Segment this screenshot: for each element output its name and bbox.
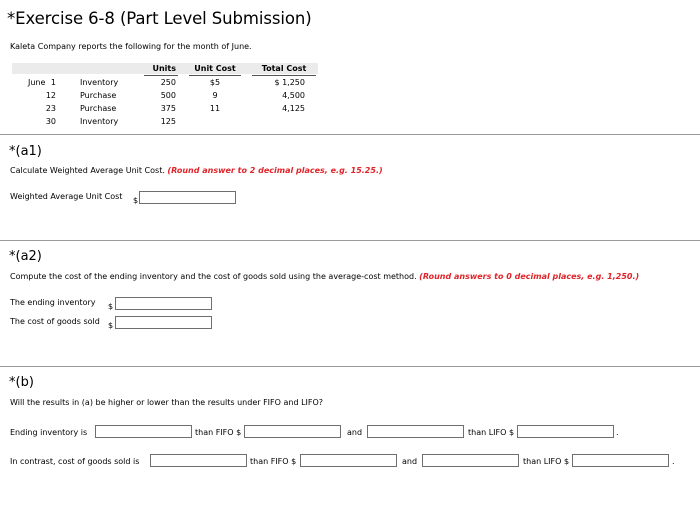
a1-instruction xyxy=(10,166,383,175)
currency-symbol: $ xyxy=(108,302,114,311)
row-day: 12 xyxy=(45,91,56,100)
and-label: and xyxy=(402,457,418,466)
row-units: 250 xyxy=(160,78,176,87)
cogs-is-label: In contrast, cost of goods sold is xyxy=(10,457,140,466)
a2-instruction xyxy=(10,272,639,281)
ending-inventory-higher-lower-input[interactable] xyxy=(95,425,192,438)
row-unit-cost: 11 xyxy=(209,104,221,113)
row-units: 125 xyxy=(160,117,176,126)
and-label: and xyxy=(347,428,363,437)
ending-inventory-input[interactable] xyxy=(115,297,212,310)
row-day: 23 xyxy=(45,104,56,113)
period: . xyxy=(616,428,619,437)
a1-instruction-text: Calculate Weighted Average Unit Cost. xyxy=(10,166,165,175)
col-header-unit-cost: Unit Cost xyxy=(194,64,236,73)
col-header-total-cost: Total Cost xyxy=(261,64,307,73)
units-underline xyxy=(144,75,178,76)
cogs-fifo-amount-input[interactable] xyxy=(300,454,397,467)
cogs-higher-lower-lifo-input[interactable] xyxy=(422,454,519,467)
section-heading-a1: *(a1) xyxy=(9,144,42,159)
than-fifo-label: than FIFO $ xyxy=(250,457,297,466)
cogs-higher-lower-input[interactable] xyxy=(150,454,247,467)
row-type: Inventory xyxy=(80,78,119,87)
intro-text: Kaleta Company reports the following for the month of June. xyxy=(10,42,252,51)
cost-of-goods-sold-label: The cost of goods sold xyxy=(10,317,100,326)
than-fifo-label: than FIFO $ xyxy=(195,428,242,437)
ending-inventory-fifo-amount-input[interactable] xyxy=(244,425,341,438)
a1-rounding-note: (Round answer to 2 decimal places, e.g. 15.25.) xyxy=(167,166,383,175)
row-unit-cost: $5 xyxy=(209,78,221,87)
col-header-units: Units xyxy=(152,64,176,73)
row-month: June xyxy=(28,78,46,87)
cogs-lifo-amount-input[interactable] xyxy=(572,454,669,467)
period: . xyxy=(672,457,675,466)
cost-of-goods-sold-input[interactable] xyxy=(115,316,212,329)
section-divider xyxy=(0,366,700,367)
a2-instruction-text: Compute the cost of the ending inventory and the cost of goods sold using the average-cost method. xyxy=(10,272,417,281)
row-day: 1 xyxy=(50,78,56,87)
row-total-cost: $ 1,250 xyxy=(274,78,305,87)
row-day: 30 xyxy=(45,117,56,126)
row-total-cost: 4,500 xyxy=(282,91,305,100)
row-unit-cost: 9 xyxy=(212,91,218,100)
ending-inventory-label: The ending inventory xyxy=(10,298,96,307)
row-total-cost: 4,125 xyxy=(282,104,305,113)
row-units: 500 xyxy=(160,91,176,100)
than-lifo-label: than LIFO $ xyxy=(468,428,515,437)
row-type: Purchase xyxy=(80,104,117,113)
row-type: Inventory xyxy=(80,117,119,126)
b-question: Will the results in (a) be higher or lower than the results under FIFO and LIFO? xyxy=(10,398,324,407)
section-divider xyxy=(0,134,700,135)
currency-symbol: $ xyxy=(133,196,139,205)
section-heading-b: *(b) xyxy=(9,375,34,390)
than-lifo-label: than LIFO $ xyxy=(523,457,570,466)
section-divider xyxy=(0,240,700,241)
a2-rounding-note: (Round answers to 0 decimal places, e.g. 1,250.) xyxy=(419,272,640,281)
page-title: *Exercise 6-8 (Part Level Submission) xyxy=(7,9,312,28)
row-type: Purchase xyxy=(80,91,117,100)
ending-inventory-is-label: Ending inventory is xyxy=(10,428,88,437)
weighted-average-cost-input[interactable] xyxy=(139,191,236,204)
weighted-average-label: Weighted Average Unit Cost xyxy=(10,192,123,201)
ending-inventory-lifo-amount-input[interactable] xyxy=(517,425,614,438)
total-cost-underline xyxy=(252,75,316,76)
section-heading-a2: *(a2) xyxy=(9,249,42,264)
unit-cost-underline xyxy=(189,75,241,76)
currency-symbol: $ xyxy=(108,321,114,330)
ending-inventory-higher-lower-lifo-input[interactable] xyxy=(367,425,464,438)
row-units: 375 xyxy=(160,104,176,113)
